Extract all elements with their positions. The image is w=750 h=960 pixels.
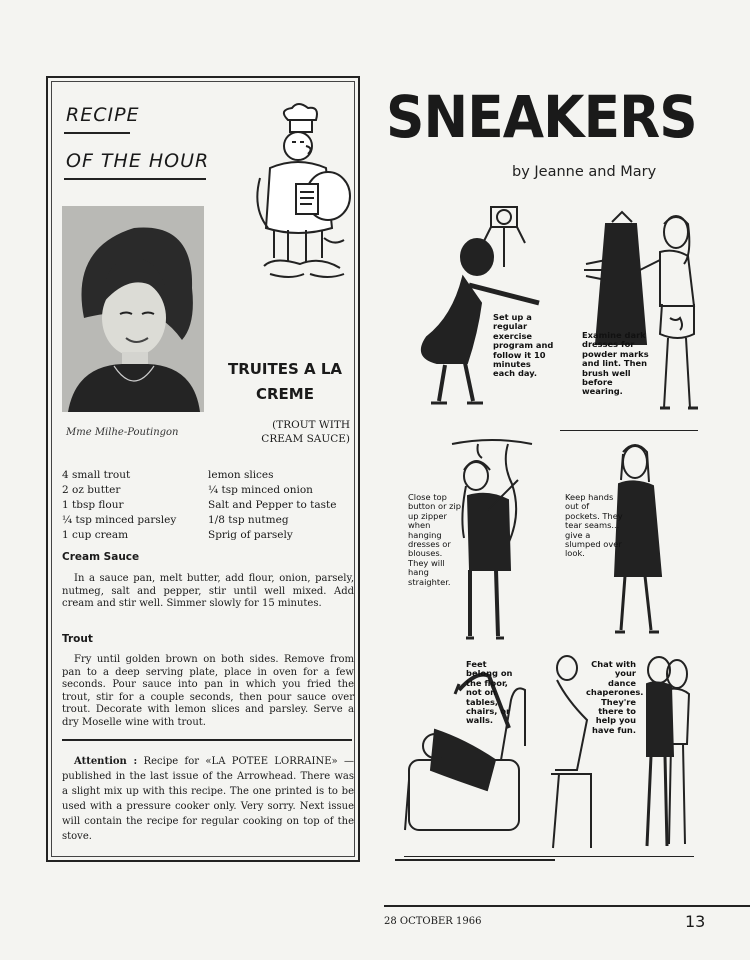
tip-chaperones: Chat with your dance chaperones. They're there to help you have fun. [586,659,644,735]
panel-divider-2 [404,856,694,857]
ingredient-item: ¼ tsp minced parsley [62,514,177,526]
cream-sauce-text: In a sauce pan, melt butter, add flour, onion, parsely, nutmeg, salt and pepper, stir until well mixed. Add cream and stir well. Simmer slowly for 15 minutes. [62,573,354,609]
sneakers-title: SNEAKERS [386,83,697,151]
ingredient-item: lemon slices [208,469,274,481]
ingredient-item: Sprig of parsely [208,529,293,541]
tip-dresses: Examine dark dresses for powder marks and lint. Then brush well before wearing. [582,330,649,397]
dish-subtitle [220,418,350,446]
tip-exercise: Set up a regular exercise program and follow it 10 minutes each day. [493,312,554,379]
tip-feet: Feet belong on the floor, not on tables, chairs, or walls. [466,659,513,726]
ingredient-item: 1 tbsp flour [62,499,124,511]
exercise-illustration [405,205,555,415]
attention-label: Attention : [74,756,138,767]
recipe-heading-line1: RECIPE [66,104,140,126]
trout-heading: Trout [62,633,93,645]
photo-caption: Mme Milhe-Poutingon [66,427,179,438]
recipe-heading-line2: OF THE HOUR [66,150,210,172]
tip-pockets: Keep hands out of pockets. They tear seams... give a slumped over look. [565,492,623,559]
dish-title [220,357,350,407]
ingredient-item: 4 small trout [62,469,131,481]
recipe-box [46,76,360,862]
ingredient-item: 1 cup cream [62,529,129,541]
footer-rule [384,905,750,907]
panel-divider-1 [560,430,698,431]
ingredient-item: Salt and Pepper to taste [208,499,337,511]
ingredients-left [62,468,176,543]
chef-illustration [240,106,356,286]
trout-text: Fry until golden brown on both sides. Remove from pan to a deep serving plate, place in oven for a few seconds. Pour sauce into pan in which you fried the trout, stir for a couple seconds, then pour sauce over trout. Decorate with lemon slices and parsley. Serve a dry Moselle wine with trout. [62,654,354,728]
sneakers-byline: by Jeanne and Mary [512,164,657,180]
cream-sauce-heading: Cream Sauce [62,551,140,563]
section-divider [62,739,352,741]
footer-date: 28 OCTOBER 1966 [384,916,482,927]
portrait-photo [62,206,204,412]
dish-title-line1: TRUITES A LA [227,360,343,378]
page-number: 13 [685,912,706,931]
ingredient-item: ¼ tsp minced onion [208,484,313,496]
dish-title-line2: CREME [256,385,314,403]
ingredient-item: 2 oz butter [62,484,121,496]
attention-note [62,754,354,844]
dish-subtitle-line1: (TROUT WITH [272,419,350,431]
heading-underline-1 [64,132,130,134]
ingredient-item: 1/8 tsp nutmeg [208,514,289,526]
dish-subtitle-line2: CREAM SAUCE) [261,433,350,445]
attention-text: Recipe for «LA POTEE LORRAINE» — published in the last issue of the Arrowhead. There was a slight mix up with this recipe. The one printed is to be used with a pressure cooker only. Very sorry. Next issue will contain the recipe for regular cooking on top of the stove. [62,756,354,842]
heading-underline-2 [64,178,206,180]
tip-hanging: Close top button or zip up zipper when hanging dresses or blouses. They will hang straighter. [408,492,462,587]
ingredients-right [208,468,336,543]
